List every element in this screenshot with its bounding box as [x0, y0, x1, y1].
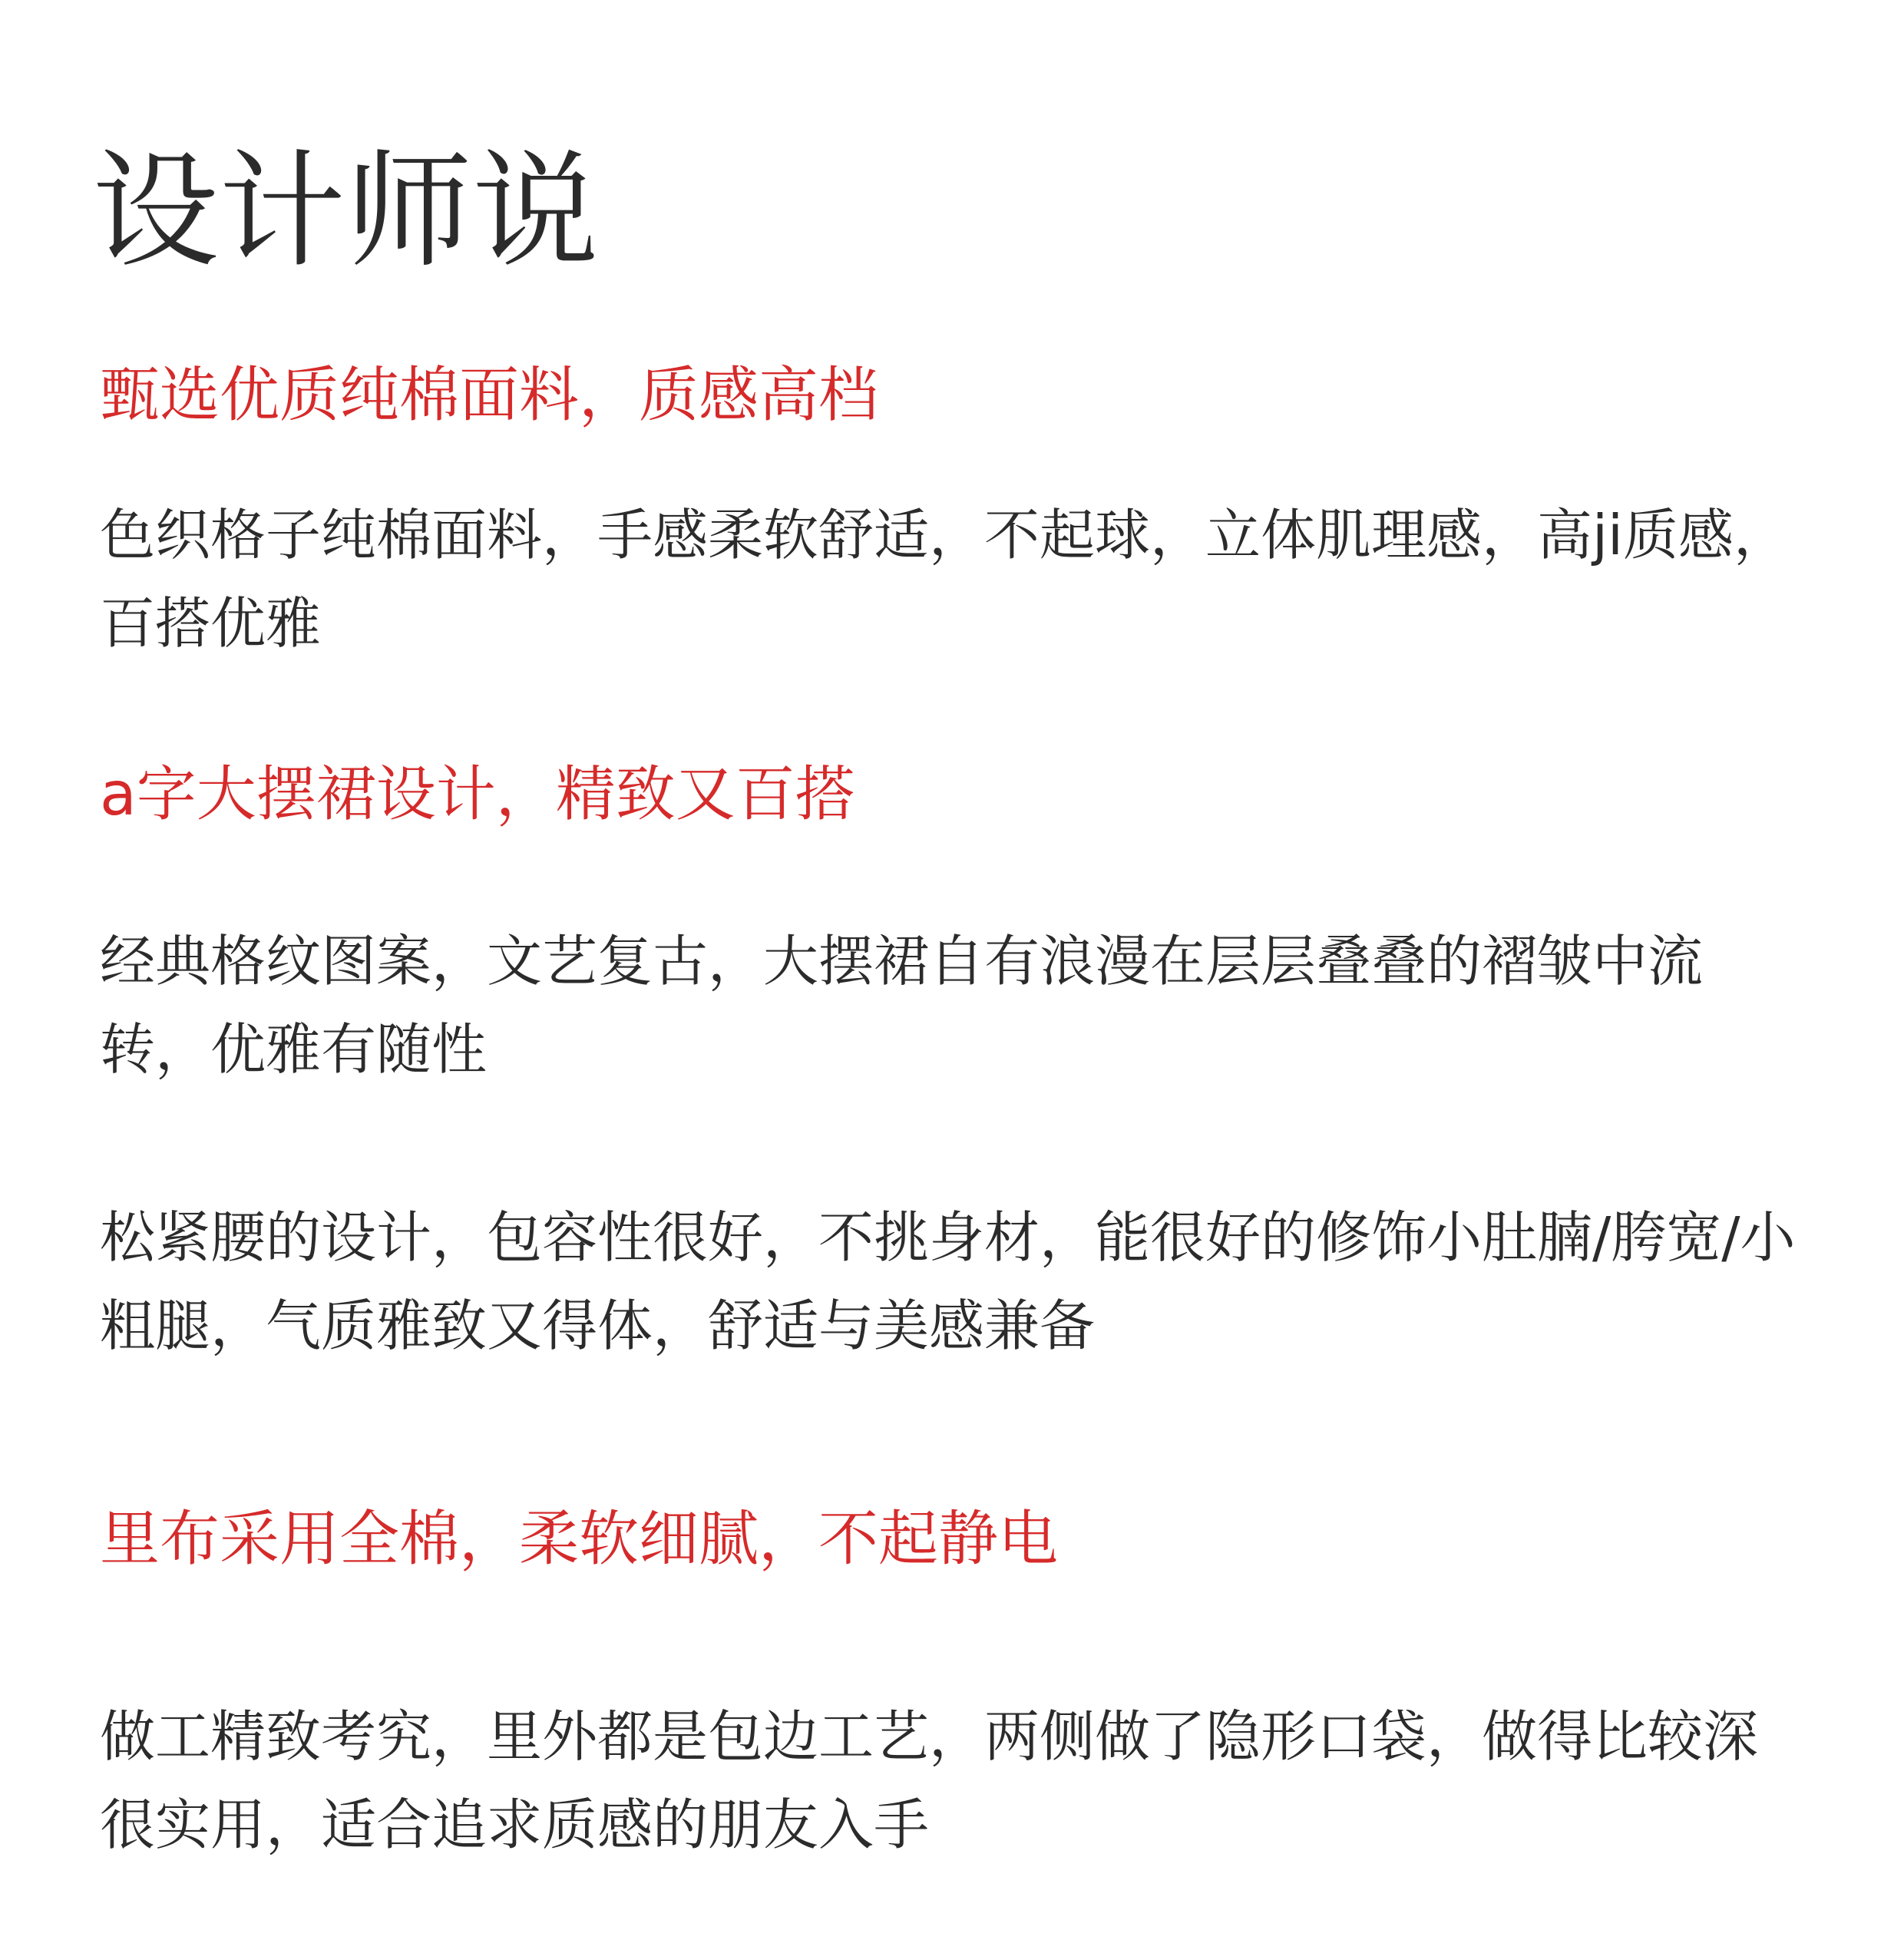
section-heading-lining: 里布采用全棉，柔软细腻，不起静电: [100, 1505, 1059, 1574]
section-heading-fabric: 甄选优质纯棉面料，质感高档: [100, 361, 879, 430]
section-paragraph-plaid: 经典格纹图案，文艺复古，大摆裙自有浪漫在层层叠叠的褶皱中流转，优雅有随性: [100, 929, 1704, 1082]
page-title: 设计师说: [92, 137, 599, 285]
section-heading-skirt-design: a字大摆裙设计，精致又百搭: [100, 760, 855, 829]
section-paragraph-fabric: 色织格子纯棉面料，手感柔软舒适，不起球，立体肌理感，高ji质感，百搭优雅: [100, 503, 1790, 656]
section-paragraph-craft: 做工精致考究，里外都是包边工艺，两侧做了隐形口袋，做得比较深很实用，适合追求质感的朋友入手: [100, 1704, 1759, 1857]
section-paragraph-waist: 松紧腰的设计，包容性很好，不挑身材，能很好的修饰小肚腩/胯宽/小粗腿，气质雅致又得体，舒适与美感兼备: [100, 1205, 1796, 1358]
